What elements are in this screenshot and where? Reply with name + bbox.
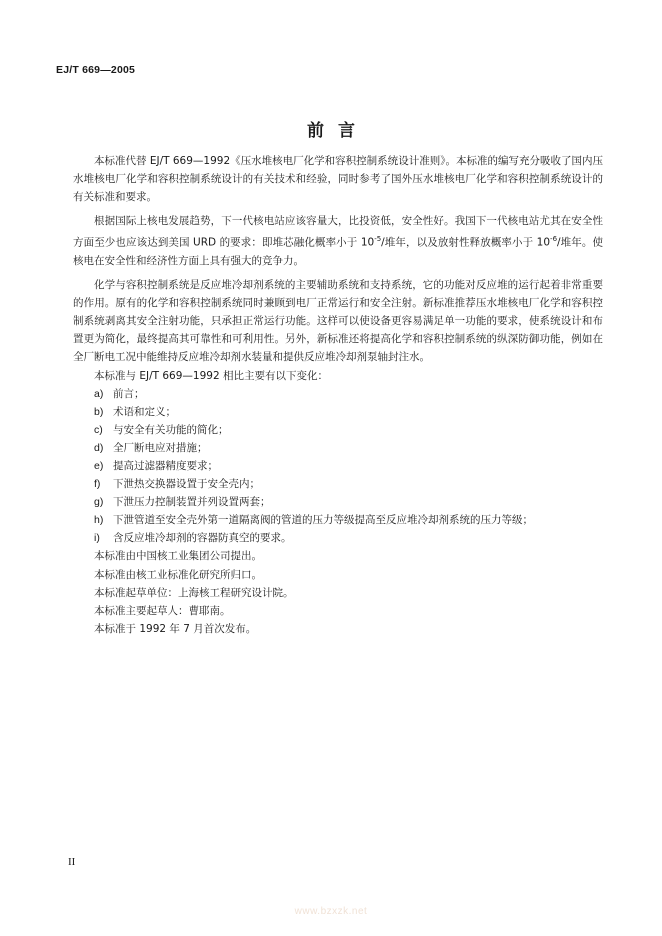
- list-marker: i): [94, 532, 100, 545]
- list-item-text: 下泄热交换器设置于安全壳内；: [113, 478, 260, 491]
- list-marker: e): [94, 460, 104, 472]
- list-item-text: 前言；: [113, 387, 145, 400]
- document-body: [73, 152, 603, 638]
- list-item: [73, 457, 603, 475]
- closing-line-first-release: 本标准于 1992 年 7 月首次发布。: [94, 622, 257, 635]
- list-item: [73, 421, 603, 439]
- list-item-text: 含反应堆冷却剂的容器防真空的要求。: [113, 532, 292, 545]
- list-item: [73, 439, 603, 457]
- exponent-2: -6: [550, 235, 558, 244]
- list-item-text: 下泄压力控制装置并列设置两套；: [113, 496, 271, 509]
- list-marker: h): [94, 514, 104, 527]
- list-item-text: 全厂断电应对措施；: [113, 441, 208, 454]
- standard-code: EJ/T 669—2005: [56, 64, 136, 76]
- closing-line-drafters: 本标准主要起草人：曹耶南。: [94, 604, 231, 617]
- list-item-text: 术语和定义；: [113, 405, 176, 418]
- watermark-text: www.bzxzk.net: [294, 906, 368, 917]
- paragraph-urd: [73, 212, 603, 270]
- paragraph-urd-mid: /堆年，以及放射性释放概率小于 10: [381, 236, 551, 249]
- list-item-text: 与安全有关功能的简化；: [113, 423, 229, 436]
- list-item: [73, 511, 603, 529]
- list-item-text: 下泄管道至安全壳外第一道隔离阀的管道的压力等级提高至反应堆冷却剂系统的压力等级；: [113, 514, 533, 527]
- list-item: [73, 493, 603, 511]
- paragraph-function: 化学与容积控制系统是反应堆冷却剂系统的主要辅助系统和支持系统，它的功能对反应堆的运行起着非常重要的作用。原有的化学和容积控制系统同时兼顾到电厂正常运行和安全注射。新标准推荐压水堆核电厂化学和容积控制系统剥离其安全注射功能，只承担正常运行功能。这样可以使设备更容易满足单一功能的要求，使系统设计和布置更为简化，最终提高其可靠性和可利用性。另外，新标准还将提高化学和容积控制系统的纵深防御功能，例如在全厂断电工况中能维持反应堆冷却剂水装量和提供反应堆冷却剂泵轴封注水。: [73, 279, 603, 364]
- list-item: [73, 475, 603, 493]
- list-marker: c): [94, 423, 103, 436]
- list-marker: a): [94, 387, 104, 400]
- list-marker: g): [94, 496, 104, 509]
- list-item-text: 提高过滤器精度要求；: [113, 460, 218, 472]
- changes-intro: 本标准与 EJ/T 669—1992 相比主要有以下变化：: [94, 369, 328, 382]
- closing-line-drafting-unit: 本标准起草单位：上海核工程研究设计院。: [94, 586, 294, 599]
- list-marker: d): [94, 441, 104, 454]
- paragraph-urd-tail: /堆年。使核电在安全性和经济性方面上具有强大的竞争力。: [73, 236, 603, 267]
- list-marker: b): [94, 405, 104, 418]
- page-number: II: [68, 856, 76, 868]
- closing-line-proposer: 本标准由中国核工业集团公司提出。: [94, 550, 262, 563]
- paragraph-replacement: 本标准代替 EJ/T 669—1992《压水堆核电厂化学和容积控制系统设计准则》。本标准的编写充分吸收了国内压水堆核电厂化学和容积控制系统设计的有关技术和经验，同时参考了国外压水堆核电厂化学和容积控制系统设计的有关标准和要求。: [73, 155, 603, 204]
- page-title: 前言: [307, 121, 369, 141]
- list-item: [73, 385, 603, 403]
- paragraph-urd-text: 根据国际上核电发展趋势，下一代核电站应该容量大，比投资低，安全性好。我国下一代核电站尤其在安全性方面至少也应该达到美国 URD 的要求：即堆芯融化概率小于 10: [73, 215, 603, 249]
- list-item: [73, 529, 603, 547]
- closing-line-management: 本标准由核工业标准化研究所归口。: [94, 568, 262, 581]
- exponent-1: -5: [374, 235, 382, 244]
- changes-list: [73, 385, 603, 548]
- list-item: [73, 403, 603, 421]
- list-marker: f): [94, 478, 101, 491]
